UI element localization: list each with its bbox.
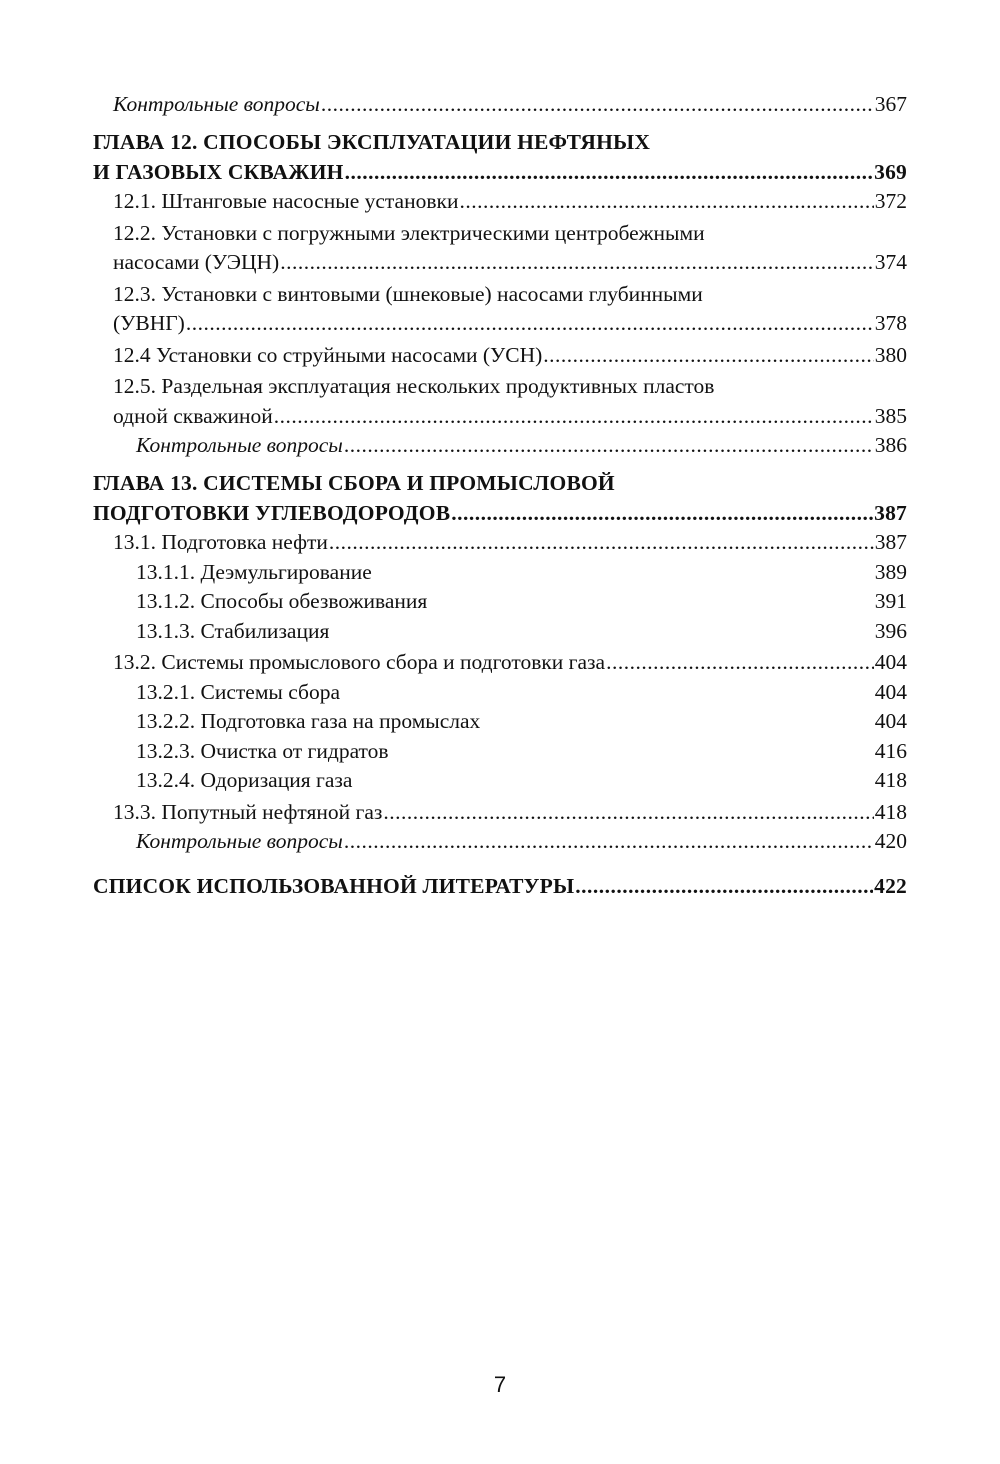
chapter-title-row xyxy=(93,498,907,528)
dot-leader xyxy=(543,341,873,371)
toc-entry-page: 385 xyxy=(874,403,907,428)
chapter-page: 369 xyxy=(874,160,907,184)
toc-entry-page: 416 xyxy=(874,738,907,763)
dot-leader xyxy=(344,827,874,857)
toc-entry-label: 13.3. Попутный нефтяной газ xyxy=(113,799,383,824)
toc-entry-control-questions-11[interactable] xyxy=(93,90,907,120)
toc-entry-page: 367 xyxy=(874,92,907,116)
toc-entry-12-3[interactable] xyxy=(93,280,907,339)
dot-leader xyxy=(274,402,874,432)
toc-chapter-12[interactable] xyxy=(93,128,907,188)
toc-entry-label: 13.1.1. Деэмульгирование xyxy=(136,559,372,584)
toc-entry-page: 389 xyxy=(874,559,907,584)
toc-entry-13-1-3[interactable] xyxy=(93,617,907,647)
dot-leader xyxy=(329,528,874,558)
chapter-title-line: И ГАЗОВЫХ СКВАЖИН xyxy=(93,160,344,184)
toc-entry-label: 12.1. Штанговые насосные установки xyxy=(113,189,459,213)
toc-entry-label-line1: 12.5. Раздельная эксплуатация нескольких продуктивных пластов xyxy=(113,374,715,398)
chapter-title-row xyxy=(93,157,907,187)
toc-entry-page: 396 xyxy=(874,618,907,643)
toc-entry-label: 13.2.1. Системы сбора xyxy=(136,679,341,704)
dot-leader xyxy=(344,431,874,461)
toc-entry-13-1-1[interactable] xyxy=(93,558,907,588)
toc-entry-label-line1: 12.3. Установки с винтовыми (шнековые) насосами глубинными xyxy=(113,281,703,306)
toc-entry-12-2[interactable] xyxy=(93,219,907,278)
dot-leader xyxy=(606,648,874,678)
toc-entry-label-line2: (УВНГ) xyxy=(113,311,185,335)
toc-entry-13-3[interactable] xyxy=(93,798,907,828)
toc-entry-page: 422 xyxy=(874,873,907,898)
dot-leader xyxy=(280,248,874,278)
toc-entry-label: 13.1.2. Способы обезвоживания xyxy=(136,589,428,613)
toc-entry-page: 404 xyxy=(874,709,907,733)
toc-entry-13-2-3[interactable] xyxy=(93,737,907,767)
dot-leader xyxy=(451,498,873,528)
page-number: 7 xyxy=(493,1372,507,1397)
toc-entry-label: Контрольные вопросы xyxy=(136,829,343,853)
toc-entry-13-1[interactable] xyxy=(93,528,907,558)
dot-leader xyxy=(321,90,874,120)
toc-entry-label: 13.2.3. Очистка от гидратов xyxy=(136,738,389,763)
toc-chapter-13[interactable] xyxy=(93,469,907,529)
chapter-title-line: ГЛАВА 12. СПОСОБЫ ЭКСПЛУАТАЦИИ НЕФТЯНЫХ xyxy=(93,129,651,154)
toc-entry-label-line2: насосами (УЭЦН) xyxy=(113,250,280,274)
toc-bibliography[interactable] xyxy=(93,871,907,901)
toc-entry-label: 13.2.4. Одоризация газа xyxy=(136,768,353,792)
toc-entry-label: СПИСОК ИСПОЛЬЗОВАННОЙ ЛИТЕРАТУРЫ xyxy=(93,873,575,898)
chapter-title-line: ГЛАВА 13. СИСТЕМЫ СБОРА И ПРОМЫСЛОВОЙ xyxy=(93,470,615,495)
dot-leader xyxy=(575,871,873,901)
chapter-title-line: ПОДГОТОВКИ УГЛЕВОДОРОДОВ xyxy=(93,501,451,525)
dot-leader xyxy=(459,187,873,217)
toc-entry-page: 418 xyxy=(874,799,907,824)
chapter-page: 387 xyxy=(874,501,907,525)
toc-entry-control-questions-12[interactable] xyxy=(93,431,907,461)
dot-leader xyxy=(345,157,874,187)
toc-entry-page: 418 xyxy=(874,768,907,792)
toc-entry-page: 380 xyxy=(874,342,907,367)
toc-entry-page: 378 xyxy=(874,311,907,335)
toc-entry-13-2-2[interactable] xyxy=(93,707,907,737)
toc-entry-page: 374 xyxy=(874,250,907,274)
toc-entry-label: 13.1.3. Стабилизация xyxy=(136,618,330,643)
toc-entry-13-2-1[interactable] xyxy=(93,678,907,708)
toc-entry-12-1[interactable] xyxy=(93,187,907,217)
toc-entry-page: 386 xyxy=(874,433,907,457)
toc-entry-label-line2: одной скважиной xyxy=(113,403,273,428)
toc-entry-label: 13.1. Подготовка нефти xyxy=(113,530,328,554)
toc-entry-12-4[interactable] xyxy=(93,341,907,371)
table-of-contents xyxy=(93,90,907,901)
toc-entry-label: Контрольные вопросы xyxy=(113,92,320,116)
dot-leader xyxy=(383,798,873,828)
toc-entry-control-questions-13[interactable] xyxy=(93,827,907,857)
toc-entry-page: 372 xyxy=(874,189,907,213)
dot-leader xyxy=(186,309,874,339)
toc-entry-label: 13.2.2. Подготовка газа на промыслах xyxy=(136,709,481,733)
toc-entry-13-2[interactable] xyxy=(93,648,907,678)
toc-entry-page: 404 xyxy=(874,650,907,674)
toc-entry-12-5[interactable] xyxy=(93,372,907,431)
toc-entry-page: 404 xyxy=(874,679,907,704)
toc-entry-13-2-4[interactable] xyxy=(93,766,907,796)
toc-entry-label: 12.4 Установки со струйными насосами (УСН) xyxy=(113,342,543,367)
toc-entry-label: Контрольные вопросы xyxy=(136,433,343,457)
toc-entry-page: 387 xyxy=(874,530,907,554)
toc-entry-label-line1: 12.2. Установки с погружными электрическими центробежными xyxy=(113,220,705,245)
toc-entry-13-1-2[interactable] xyxy=(93,587,907,617)
toc-entry-page: 391 xyxy=(874,589,907,613)
toc-entry-page: 420 xyxy=(874,829,907,853)
toc-entry-label: 13.2. Системы промыслового сбора и подготовки газа xyxy=(113,650,606,674)
